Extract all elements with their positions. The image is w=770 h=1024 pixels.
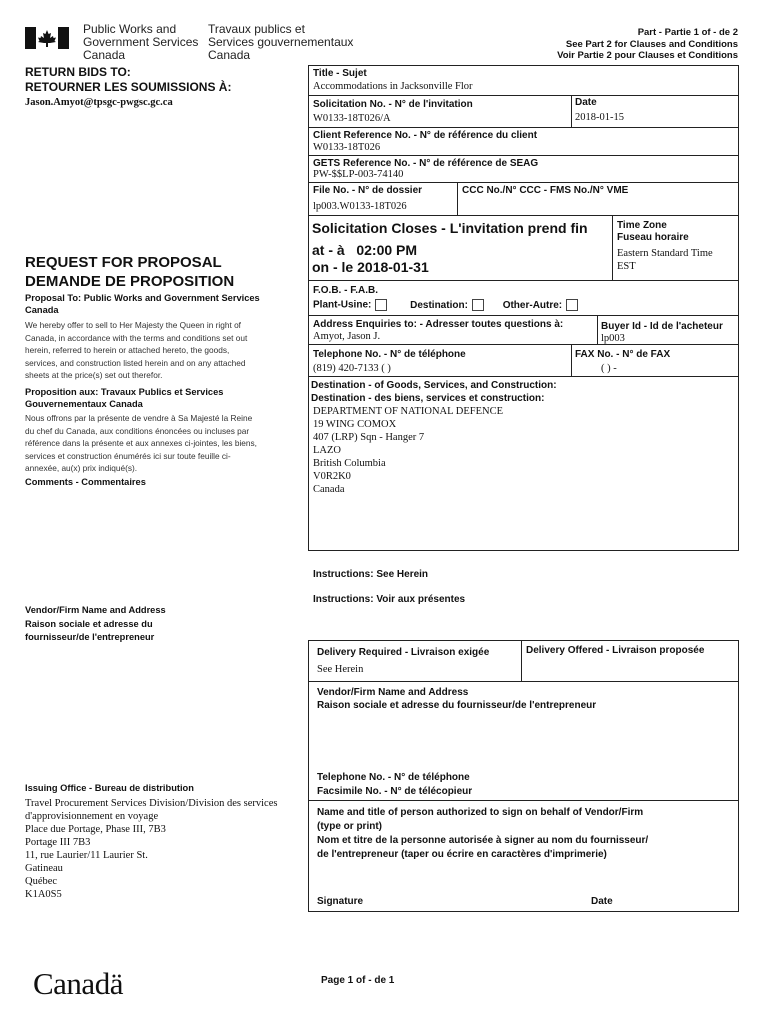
rfp-title-fr: DEMANDE DE PROPOSITION bbox=[25, 273, 235, 290]
rfp-title-en: REQUEST FOR PROPOSAL bbox=[25, 254, 222, 271]
issuing-office-label: Issuing Office - Bureau de distribution bbox=[25, 783, 194, 793]
at-label: at - à bbox=[312, 242, 345, 258]
destination-goods-label bbox=[311, 380, 557, 405]
auth-line1: Name and title of person authorized to sign on behalf of Vendor/Firm bbox=[317, 807, 644, 818]
solicitation-no-label: Solicitation No. - N° de l'invitation bbox=[313, 99, 473, 110]
destination-goods-label-fr: Destination - des biens, services et construction: bbox=[311, 392, 545, 404]
dept-fr-line3: Canada bbox=[208, 48, 251, 62]
instructions-en: Instructions: See Herein bbox=[313, 569, 429, 580]
canada-wordmark: Canadä bbox=[33, 966, 123, 1001]
destination-goods-address: DEPARTMENT OF NATIONAL DEFENCE 19 WING COMOX 407 (LRP) Sqn - Hanger 7 LAZO British Columbia V0R2K0 Canada bbox=[313, 406, 504, 495]
delivery-offered-label: Delivery Offered - Livraison proposée bbox=[526, 645, 705, 656]
auth-line4: de l'entrepreneur (taper ou écrire en caractères d'imprimerie) bbox=[317, 849, 607, 860]
page-number: Page 1 of - de 1 bbox=[321, 975, 395, 986]
department-name-fr bbox=[208, 23, 353, 62]
fob-label: F.O.B. - F.A.B. bbox=[313, 285, 378, 296]
department-name-en bbox=[83, 23, 198, 62]
on-value: 2018-01-31 bbox=[357, 259, 429, 275]
dept-en-line2: Government Services bbox=[83, 35, 199, 49]
issuing-office-address: Travel Procurement Services Division/Division des services d'approvisionnement en voyage Place due Portage, Phase III, 7B3 Portage III 7B3 11, rue Laurier/11 Laurier St. Gatineau Québec K1A0S5 bbox=[25, 798, 278, 900]
dept-en-line1: Public Works and bbox=[83, 22, 177, 36]
vendor-name-address-label bbox=[317, 686, 596, 712]
plant-label: Plant-Usine: bbox=[313, 299, 372, 311]
return-bids-email[interactable]: Jason.Amyot@tpsgc-pwgsc.gc.ca bbox=[25, 97, 173, 108]
vendor-telephone-label: Telephone No. - N° de téléphone bbox=[317, 772, 470, 783]
vendor-left-line1: Vendor/Firm Name and Address bbox=[25, 605, 166, 615]
client-ref-value: W0133-18T026 bbox=[313, 142, 381, 153]
signature-date-label: Date bbox=[591, 896, 613, 907]
enquiries-value: Amyot, Jason J. bbox=[313, 331, 381, 342]
client-ref-label: Client Reference No. - N° de référence du client bbox=[313, 130, 538, 141]
destination-goods-label-en: Destination - of Goods, Services, and Construction: bbox=[311, 380, 557, 391]
closing-date bbox=[312, 259, 429, 275]
solicitation-closes-label: Solicitation Closes - L'invitation prend fin bbox=[312, 220, 588, 236]
other-label: Other-Autre: bbox=[502, 299, 563, 311]
time-zone-label-en: Time Zone bbox=[617, 220, 667, 231]
on-label: on - le bbox=[312, 259, 354, 275]
file-no-label: File No. - N° de dossier bbox=[313, 185, 423, 196]
time-zone-label-fr: Fuseau horaire bbox=[617, 232, 689, 243]
time-zone-value-line1: Eastern Standard Time bbox=[617, 248, 713, 259]
date-value: 2018-01-15 bbox=[575, 112, 624, 123]
fax-value: ( ) - bbox=[601, 363, 617, 374]
buyer-id-label: Buyer Id - Id de l'acheteur bbox=[601, 321, 723, 332]
fax-label: FAX No. - N° de FAX bbox=[575, 349, 671, 360]
title-value: Accommodations in Jacksonville Flor bbox=[313, 81, 473, 92]
gets-ref-value: PW-$$LP-003-74140 bbox=[313, 169, 404, 180]
signature-label: Signature bbox=[317, 896, 364, 907]
vendor-facsimile-label: Facsimile No. - N° de télécopieur bbox=[317, 786, 473, 797]
instructions-fr: Instructions: Voir aux présentes bbox=[313, 594, 466, 605]
dept-fr-line2: Services gouvernementaux bbox=[208, 35, 354, 49]
dept-en-line3: Canada bbox=[83, 48, 126, 62]
delivery-required-value: See Herein bbox=[317, 664, 364, 675]
vendor-left-line3: fournisseur/de l'entrepreneur bbox=[25, 632, 155, 642]
auth-line2: (type or print) bbox=[317, 821, 382, 832]
phone-value: (819) 420-7133 ( ) bbox=[313, 363, 391, 374]
phone-label: Telephone No. - N° de téléphone bbox=[313, 349, 466, 360]
time-zone-label bbox=[617, 220, 689, 244]
time-zone-value bbox=[617, 247, 713, 273]
authorized-signer-field[interactable] bbox=[317, 864, 729, 890]
at-value: 02:00 PM bbox=[356, 242, 418, 258]
gets-ref-label: GETS Reference No. - N° de référence de SEAG bbox=[313, 158, 539, 169]
dept-fr-line1: Travaux publics et bbox=[208, 22, 305, 36]
solicitation-no-value: W0133-18T026/A bbox=[313, 113, 391, 124]
auth-line3: Nom et titre de la personne autorisée à signer au nom du fournisseur/ bbox=[317, 835, 649, 846]
vendor-left-label bbox=[25, 604, 166, 645]
delivery-offered-field[interactable] bbox=[526, 660, 731, 678]
vendor-label-line2: Raison sociale et adresse du fournisseur/de l'entrepreneur bbox=[317, 700, 597, 711]
title-label: Title - Sujet bbox=[313, 68, 367, 79]
fob-options bbox=[313, 299, 582, 311]
rfp-title bbox=[25, 253, 234, 291]
offer-text-en: We hereby offer to sell to Her Majesty the Queen in right of Canada, in accordance with the terms and conditions set out herein, referred to herein or attached hereto, the goods, services, and construction listed herein and on any attached sheets at the price(s) set out therefor. bbox=[25, 320, 248, 381]
comments-label: Comments - Commentaires bbox=[25, 477, 146, 487]
plant-checkbox[interactable] bbox=[375, 299, 387, 311]
other-checkbox[interactable] bbox=[566, 299, 578, 311]
proposal-to-fr: Proposition aux: Travaux Publics et Services Gouvernementaux Canada bbox=[25, 387, 224, 409]
vendor-left-line2: Raison sociale et adresse du bbox=[25, 618, 153, 629]
vendor-label-line1: Vendor/Firm Name and Address bbox=[317, 687, 469, 698]
part-line2: See Part 2 for Clauses and Conditions bbox=[565, 38, 738, 50]
part-line3: Voir Partie 2 pour Clauses et Conditions bbox=[557, 50, 738, 61]
part-indicator bbox=[557, 27, 738, 62]
destination-checkbox[interactable] bbox=[472, 299, 484, 311]
destination-option-label: Destination: bbox=[410, 299, 468, 311]
date-label: Date bbox=[575, 97, 597, 108]
return-bids-label bbox=[25, 65, 231, 94]
proposal-to-en: Proposal To: Public Works and Government Services Canada bbox=[25, 293, 260, 315]
ccc-no-label: CCC No./N° CCC - FMS No./N° VME bbox=[462, 185, 629, 196]
return-bids-fr: RETOURNER LES SOUMISSIONS À: bbox=[25, 79, 232, 94]
enquiries-label: Address Enquiries to: - Adresser toutes questions à: bbox=[313, 319, 564, 330]
part-line1: Part - Partie 1 of - de 2 bbox=[637, 27, 738, 38]
time-zone-value-line2: EST bbox=[617, 261, 636, 272]
vendor-name-address-field[interactable] bbox=[317, 714, 729, 768]
offer-text-fr: Nous offrons par la présente de vendre à Sa Majesté la Reine du chef du Canada, aux conditions énoncées ou incluses par référence dans la présente et aux annexes ci-jointes, les biens, services et construction énumérés ici sur toute feuille ci-annexée, au(x) prix indiqué(s). bbox=[25, 413, 257, 474]
flag-icon bbox=[25, 27, 69, 49]
delivery-required-label: Delivery Required - Livraison exigée bbox=[317, 647, 490, 658]
file-no-value: lp003.W0133-18T026 bbox=[313, 201, 407, 212]
closing-time bbox=[312, 242, 417, 258]
buyer-id-value: lp003 bbox=[601, 333, 625, 344]
return-bids-en: RETURN BIDS TO: bbox=[25, 65, 131, 79]
authorized-signer-label bbox=[317, 806, 648, 862]
